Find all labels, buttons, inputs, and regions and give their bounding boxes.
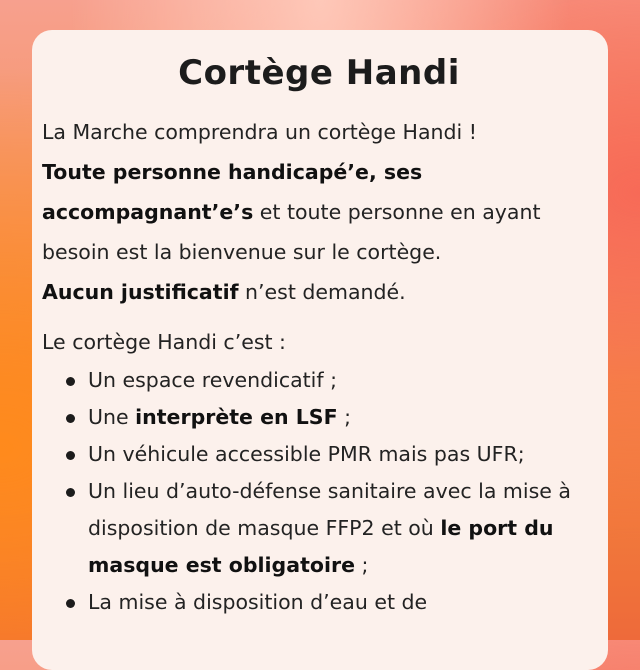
feature-after: ; — [337, 405, 352, 429]
feature-text: Un espace revendicatif ; — [88, 368, 338, 392]
intro-bold-2: Aucun justificatif — [42, 280, 239, 304]
list-item — [42, 473, 580, 584]
feature-text: Un lieu d’auto-défense sanitaire avec la mise à disposition de masque FFP2 et où — [88, 479, 571, 540]
card-title: Cortège Handi — [178, 53, 460, 93]
intro-bold-1: Toute personne handicapé’e, ses accompagnant’e’s — [42, 160, 423, 224]
features-list — [42, 362, 580, 621]
list-item — [42, 362, 580, 399]
list-item — [42, 436, 580, 473]
feature-text: Un véhicule accessible PMR mais pas UFR; — [88, 442, 525, 466]
intro-text-1: La Marche comprendra un cortège Handi ! — [42, 120, 477, 144]
feature-after: ; — [355, 553, 369, 577]
bullet-icon — [66, 599, 75, 608]
feature-bold: le port du masque est obligatoire — [88, 516, 554, 577]
bullet-icon — [66, 414, 75, 423]
feature-bold: interprète en LSF — [135, 405, 338, 429]
bullet-icon — [66, 377, 75, 386]
feature-text: Une — [88, 405, 136, 429]
bullet-icon — [66, 451, 75, 460]
intro-paragraph — [42, 112, 580, 312]
info-card — [32, 30, 608, 670]
features-lead: Le cortège Handi c’est : — [42, 330, 286, 354]
feature-text: La mise à disposition d’eau et de — [88, 590, 428, 614]
intro-text-2: et toute personne en ayant besoin est la bienvenue sur le cortège. — [42, 200, 541, 264]
bullet-icon — [66, 488, 75, 497]
intro-text-3: n’est demandé. — [238, 280, 406, 304]
list-item — [42, 584, 580, 621]
list-item — [42, 399, 580, 436]
